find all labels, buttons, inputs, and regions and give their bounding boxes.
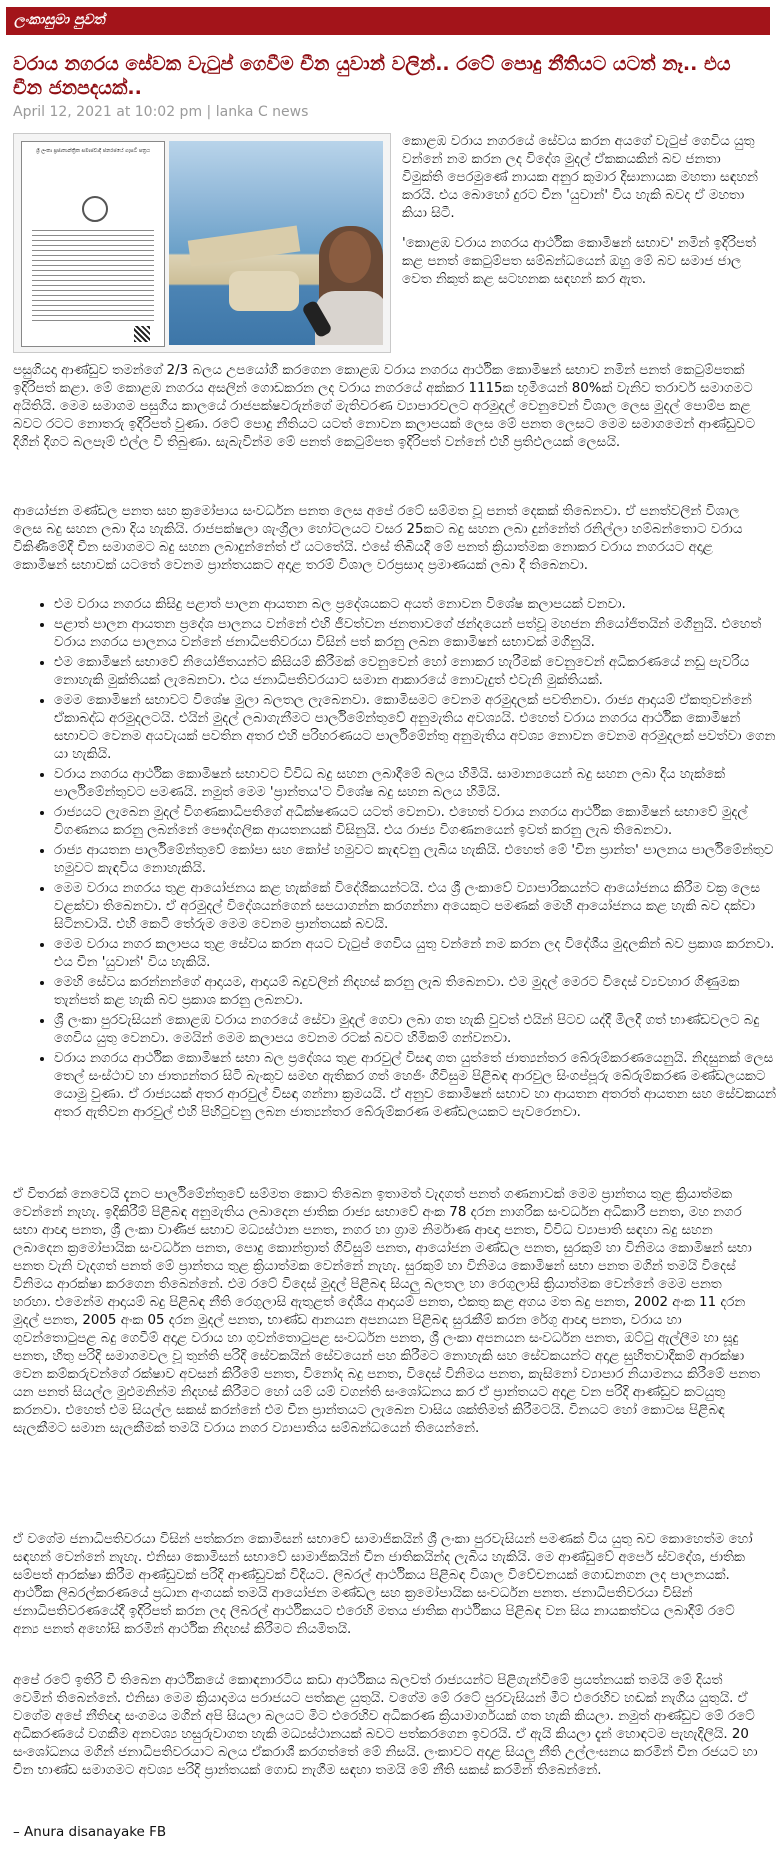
port-city-photo — [169, 141, 383, 345]
list-item: • රාජ්‍යයට ලැබෙන මුදල් විගණකාධිපතිගේ අධීක්ෂණයට යටත් වෙනවා. එහෙත් වරාය නගරය ආර්ථික කොමිෂන් සභාවේ මුදල් විගණනය කරනු ලබන්නේ පෞද්ගලික ආයතනයක් විසිනුයි. එය රාජ්‍ය විගණනයෙන් ඉවත් කරනු ලැබ තිබෙනවා. — [54, 804, 776, 840]
body-paragraph — [13, 1531, 763, 1639]
intro-column — [402, 133, 764, 301]
article-title: වරාය නගරය සේවක වැටුප් ගෙවීම චීන යුවාන් වලින්.. රටේ පොදු නීතියට යටත් නෑ.. එය චීන ජනපදයක්.. — [13, 53, 731, 99]
list-item: • වරාය නගරය ආර්ථික කොමිෂන් සභාවට විවිධ බදු සහන ලබාදීමේ බලය හිමියි. සාමාන්‍යයෙන් බදු සහන ලබා දිය හැක්කේ පාර්ලිමේන්තුවට පමණයි. නමුත් මෙම 'ප්‍රාන්තය'ට විශේෂ බදු සහන බලය හිමියි. — [54, 766, 776, 802]
article-signature: – Anura disanayake FB — [13, 1824, 167, 1840]
list-item: • ශ්‍රී ලංකා පුරවැසියන් කොළඹ වරාය නගරයේ සේවා මුදල් ගෙවා ලබා ගත හැකි වුවත් එයින් පිටව යද්දී මිලදී ගත් භාණ්ඩවලට බදු ගෙවිය යුතු වෙනවා. මෙයින් මෙම කලාපය වෙනම රටක් බවට හිමිකම් ගන්වනවා. — [54, 1012, 776, 1048]
body-paragraph — [13, 362, 763, 452]
gazette-document-image — [21, 141, 165, 347]
list-item: • පළාත් පාලන ආයතන ප්‍රදේශ පාලනය වන්නේ එහි ජීවත්වන ජනතාවගේ ඡන්දයෙන් පත්වූ මහජන නියෝජිතයින් මගිනුයි. එහෙත් වරාය නගරය පාලනය වන්නේ ජනාධිපතිවරයා විසින් පත් කරනු ලබන කොමිෂන් සභාවක් මගිනුයි. — [54, 616, 776, 652]
list-item: • එම කොමිෂන් සභාවේ නියෝජිතයන්ට කිසියම් කිරීමක් වෙනුවෙන් හෝ නොකර හැරීමක් වෙනුවෙන් අධිකරණයේ නඩු පැවරිය නොහැකි මුක්තියක් ලැබෙනවා. එය ජනාධිපතිවරයාට සමාන ආකාරයේ නොවැදුත් එවැනි මුක්තියක්. — [54, 654, 776, 690]
document-text-lines — [32, 226, 154, 322]
body-paragraph — [13, 1672, 763, 1780]
list-item: • මෙම කොමිෂන් සභාවට විශේෂ මුලා බලතල ලැබෙනවා. කොමිසමට වෙනම අරමුදලක් පවතිනවා. රාජ්‍ය ආදායම් ඒකතුවන්නේ ඒකාබද්ධ අරමුදලටයි. එයින් මුදල් ලබාගැනීමට පාර්ලිමේන්තුවේ අනුමැතිය අවශ්‍යයි. එහෙත් වරාය නගරය ආර්ථික කොමිෂන් සභාවට වෙනම අයවැයක් පවතින අතර එහි පරිහරණයට පාර්ලිමේන්තු අනුමැතිය අවශ්‍ය නොවන වෙනම අරමුදලක් පවත්වා ගෙන යා හැකියි. — [54, 692, 776, 764]
gazette-header: ශ්‍රී ලංකා ප්‍රජාතාන්ත්‍රික සමාජවාදී ජනරජයේ ගැසට් පත්‍රය — [36, 148, 150, 154]
body-paragraph — [13, 503, 763, 575]
paragraph-text: ආයෝජන මණ්ඩල පනත සහ ක්‍රමෝපාය සංවර්ධන පනත ලෙස අපේ රටේ සම්මත වූ පනත් දෙකක් තිබෙනවා. ඒ පනත්වලින් විශාල ලෙස බදු සහන ලබා දිය හැකියි. රාජපක්ෂලා ශැංග්‍රිලා හෝටලයට වසර 25කට බදු සහන ලබා දුන්නේත් රනිල්ලා හම්බන්තොට වරාය විකිණීමේදී චීන සමාගමට බදු සහන ලබාදුන්නේත් ඒ යටතේයි. එසේ තිබියදී මේ පනත් ක්‍රියාත්මක නොකර වරාය නගරයට අදාළ කොමිෂන් සභාවක් යටතේ වෙනම ප්‍රාන්තයකට අදාළ තරම් විශාල වරප්‍රසාද ප්‍රමාණයක් ලබා දී තිබෙනවා. — [13, 504, 743, 573]
qr-code-icon — [134, 326, 150, 342]
article-meta — [13, 104, 308, 120]
list-item: • මෙම වරාය නගරය තුළ ආයෝජනය කළ හැක්කේ විදේශිකයන්ටයි. එය ශ්‍රී ලංකාවේ ව්‍යාපාරිකයන්ට ආයෝජනය කිරීම වක්‍ර ලෙස වළක්වා තිබෙනවා. ඒ අරමුදල් විදේශයන්ගෙන් සපයාගන්න කරගන්නා අයෙකුට පමණක් මෙහි ආයෝජනය කළ හැකි බව දක්වා සිටිනවායි. එහි කෙටි තේරුම මෙම වෙනම ප්‍රාන්තයක් බවයි. — [54, 880, 776, 934]
list-item: • රාජ්‍ය ආයතන පාර්ලිමේන්තුවේ කෝපා සහ කෝප් හමුවට කැඳවනු ලැබිය හැකියි. එහෙත් මේ 'චීන ප්‍රාන්ත' පාලනය පාර්ලිමේන්තුව හමුවට කැඳවිය නොහැකියි. — [54, 842, 776, 878]
article-date: April 12, 2021 at 10:02 pm — [13, 104, 203, 120]
emblem-icon — [82, 196, 108, 222]
site-masthead[interactable] — [6, 7, 770, 35]
intro-paragraph: කොළඹ වරාය නගරයේ සේවය කරන අයගේ වැටුප් ගෙවිය යුතු වන්නේ නම කරන ලද විදේශ මුදල් ඒකකයකින් බව ජනතා විමුක්ති පෙරමුණේ නායක අනුර කුමාර දිසානායක මහතා සඳහන් කරයි. එය බොහෝ දුරට චීන 'යුවාන්' විය හැකි බවද ඒ මහතා කියා සිටී. — [402, 134, 758, 221]
reclaimed-land-shape — [229, 271, 299, 311]
body-paragraph — [13, 1186, 763, 1438]
list-item: • වරාය නගරය ආර්ථික කොමිෂන් සභා බල ප්‍රදේශය තුළ ආරවුල් විසඳා ගත යුත්තේ ජාත්‍යන්තර බේරුම්කරණයෙනුයි. නිදසුනක් ලෙස තෙල් සංස්ථාව හා ජාත්‍යන්තර සිටි බැංකුව සමඟ ඇතිකර ගත් හෙජිං ගිවිසුම පිළිබඳ ආරවුල සිංගප්පූරු බේරුම්කරණ මණ්ඩලයකට යොමු වුණා. ඒ රාජ්‍යයක් අතර ආරවුල් විසඳා ගන්නා ක්‍රමයයි. ඒ අනුව කොමිෂන් සභාව හා ආයතන අතරත් ආයතන සහ සේවකයන් අතර ඇතිවන ආරවුල් එහි පිහිටුවනු ලබන ජාත්‍යන්තර බේරුම්කරණ මණ්ඩලයකට පැවරෙනවා. — [54, 1050, 776, 1122]
paragraph-text: ඒ වගේම ජනාධිපතිවරයා විසින් පත්කරන කොමිසන් සභාවේ සාමාජිකයින් ශ්‍රී ලංකා පුරවැසියන් පමණක් විය යුතු බව කොහෙත්ම හෝ සඳහන් වෙන්නේ නැහැ. එනිසා කොමිසන් සභාවේ සාමාජිකයින් චීන ජාතිකයින්ද ලැබිය හැකියි. මෙ ආණ්ඩුවේ අපෙර් ස්වදේශ, ජාතික සම්පත් ආරක්ෂා කිරීම ආණ්ඩුවක් පරිදි ආණ්ඩුවක් විදියට. ලිබරල් ආර්ථිකය පිළිබඳ විශාල විවේචනයක් ගොඩනගන ලද පාලනයක්. ආර්ථික ලිබරල්කරණයේ ප්‍රධාන අංගයක් තමයි ආයෝජන මණ්ඩල සහ ක්‍රමෝපායික සංවර්ධන පනත. ජනාධිපතිවරයා විසින් ජනාධිපතිවරණයේදී ඉදිරිපත් කරන ලද ලිබරල් ආර්ථිකයට එරෙහි මතය ජාතික ආර්ථිකය පිළිබඳ වන සිය නායකත්වය ලබාදීම් රටේ අන්‍ය පනත් අහෝසි කරමින් ආර්ථික නිදහස් කිරීමට නියමිතයි. — [13, 1532, 753, 1637]
speaker-face — [329, 231, 371, 283]
article-author[interactable]: lanka C news — [215, 104, 309, 120]
paragraph-text: අපේ රටේ ඉතිරි වී තිබෙන ආර්ථිකයේ කොඳනාරටිය කඩා ආර්ථිකය බලවත් රාජ්‍යයන්ට පිළිගැන්වීමේ ප්‍රයත්නයක් තමයි මේ දියත් වෙමින් තිබෙන්නේ. එනිසා මෙම ක්‍රියාදාමය පරාජයට පත්කළ යුතුයි. වගේම මේ රටේ පුරවැසියන් මීට එරෙහිව හඬක් නැගිය යුතුයි. ඒ වගේම අපේ නීතිඥ සංගමය මගින් අපි සියලා බලයට මිට එරෙහිව අධිකරණ ක්‍රියාමාර්ගයක් ගත හැකි කියලා. නමුත් ආණ්ඩුව මේ රටේ අධිකරණයේ වගකීම අනවශ්‍ය හසුරුවාගත හැකි මධ්‍යස්ථානයක් බවට පත්කරගෙන ඉවරයි. ඒ ඇයි කියලා දැන් හොඳටම පැහැදිලියි. 20 සංශෝධනය මගින් ජනාධිපතිවරයාට බලය ඒකරාශී කරගත්තේ මේ නිසයි. ලංකාවට අදාළ සියලු නීති උල්ලංඝනය කරමින් චීන රජයට හා චීන භාණ්ඩ සමාගමට අවශ්‍ය පරිදි ප්‍රාන්තයක් ගොඩ නැගීම සඳහා තමයි මේ නීති සකස් කරමින් තිබෙන්නේ. — [13, 1673, 758, 1778]
article-image[interactable] — [13, 133, 391, 353]
meta-separator: | — [206, 104, 212, 120]
list-item: • මෙම වරාය නගර කලාපය තුළ සේවය කරන අයට වැටුප් ගෙවිය යුතු වන්නේ නම කරන ලද විදේශීය මුදලකින් බව ප්‍රකාශ කරනවා. එය චීන 'යුවාන්' විය හැකියි. — [54, 936, 776, 972]
list-item: • එම වරාය නගරය කිසිදු පළාත් පාලන ආයතන බල ප්‍රදේශයකට අයත් නොවන විශේෂ කලාපයක් වනවා. — [54, 596, 776, 614]
list-item: • මෙහි සේවය කරන්නන්ගේ ආදායම, ආදායම් බදුවලින් නිදහස් කරනු ලැබ තිබෙනවා. එම මුදල් මෙරට විදෙස් ව්‍යවහාර ගිණුමක තැන්පත් කළ හැකි බව ප්‍රකාශ කරනු ලබනවා. — [54, 974, 776, 1010]
paragraph-text: පසුගියදා ආණ්ඩුව තමන්ගේ 2/3 බලය උපයෝගී කරගෙන කොළඹ වරාය නගරය ආර්ථික කොමිෂන් සභාව නමින් පනත් කෙටුම්පතක් ඉදිරිපත් කළා. මේ කොළඹ නගරය අසලින් ගොඩකරන ලද වරාය නගරයේ අක්කර 1115ක භූමියෙන් 80%ක් වැනිව තරාවර් සමාගමට අයිතියි. මෙම සමාගම පසුගිය කාලයේ රාජපක්ෂවරුන්ගේ මැතිවරණ ව්‍යාපාරවලට අරමුදල් වෙනුවෙන් විශාල ලෙස මුදල් පොම්ප කළ බවට රටට නොතරු ඉදිරිපත් වුණා. රටේ පොදු නීතියට යටත් නොවන කලාපයක් ලෙස මේ පනත ලෙසට මෙම සමාගමෙන් ආණ්ඩුවට දිගින් දිගට බලපෑම් එල්ල වී තිබුණා. සැබැවින්ම මේ පනත් කෙටුම්පත ඉදිරිපත් වන්නේ එහි ප්‍රතිඵලයක් ලෙසයි. — [13, 363, 756, 450]
site-name[interactable]: ලංකාසුමා පුවත් — [14, 12, 105, 28]
privileges-list — [32, 596, 776, 1124]
intro-paragraph: 'කොළඹ වරාය නගරය ආර්ථික කොමිෂන් සභාව' නමින් ඉදිරිපත් කළ පනත් කෙටුම්පත සම්බන්ධයෙන් ඔහු මේ බව සමාජ ජාල වෙත නිකුත් කළ සටහනක සඳහන් කර ඇත. — [402, 236, 756, 287]
paragraph-text: ඒ විතරක් නෙවෙයි දැනට පාර්ලිමේන්තුවේ සම්මත කොට තිබෙන ඉතාමත් වැදගත් පනත් ගණනාවක් මෙම ප්‍රාන්තය තුළ ක්‍රියාත්මක වෙන්නේ නැහැ. ඉදිකිරීම් පිළිබඳ අනුමැතිය ලබාදෙන ජාතික රාජ්‍ය සභාවේ අංක 78 දරන නාගරික සංවර්ධන අධිකාරී පනත, මහ නගර සභා ආඥා පනත, ශ්‍රී ලංකා වාණිජ සභාව මධ්‍යස්ථාන පනත, නගර හා ග්‍රාම නිර්මාණ ආඥා පනත, විවිධ ව්‍යාපාති සඳහා බදු සහන ලබාදෙන ක්‍රමෝපායික සංවර්ධන පනත, පොදු කොන්ත්‍රාත් ගිවිසුම් පනත, ආයෝජන මණ්ඩල පනත, සුරකුම් හා විනිමය කොමිෂන් සභා පනත වැනි වැදගත් පනත් මේ ප්‍රාන්තය තුළ ක්‍රියාත්මක වෙන්නේ නැහැ. සුරකුම් හා විනිමය කොමිෂන් සභා පනත මගින් තමයි විදෙස් විනිමය ආරක්ෂා කරගෙන තිබෙන්නේ. එම රටේ විදෙස් මුදල් පිළිබඳ සියලු බලතල හා රෙගුලාසි ක්‍රියාත්මක වෙන්නේ මෙම පනත හරහා. එමෙන්ම ආදායම් බදු පිළිබඳ නීති රෙගුලාසි ඇතුළත් දේශීය ආදායම් පනත, එකතු කළ අගය මත බදු පනත, 2002 අංක 11 දරන මුදල් පනත, 2005 අංක 05 දරන මුදල් පනත, භාණ්ඩ ආනයන අපනයන පිළිබඳ සුරැකීම් කරන රේගු ආඥා පනත, වරාය හා ගුවන්තොටුපළ බදු ගෙවීම් අදාළ වරාය හා ගුවන්තොටුපළ සංවර්ධන පනත, ශ්‍රී ලංකා අපනයන සංවර්ධන පනත, ඔට්ටු ඇල්ලීම හා සූදු පනත, හිතු පරිදි සමාගමවල වූ තුන්ති පරිදි සේවකයින් සේවයෙන් පහ කිරීමට නොහැකි සහ සේවකයන්ට අදාළ සුහිතවාදීකම් ආරක්ෂා වෙන කම්කරුවන්ගේ රක්ෂාව අවසන් කිරීමේ පනත, විනෝද බදු පනත, විදෙස් විනිමය පනත, කැසිනෝ ව්‍යාපාර නියාමනය කිරීමේ පනත යන පනත් සියල්ල මුළුමනින්ම නිදහස් කිරීමට හෝ යම් යම් වගන්ති සංශෝධනය කර ඒ ප්‍රාන්තයට අදාළ වන පරිදි ආණ්ඩුව කටයුතු කරනවා. එහෙත් එම සියල්ල සකස් කරන්නේ එම චීන ප්‍රාන්තයට ලැබෙන වාසිය ශක්තිමත් කිරීමටයි. විනයට හෝ කොටස පිළිබඳ සැලකීමට සමාන සැලකීමක් තමයි වරාය නගර ව්‍යාපාතිය සම්බන්ධයෙන් තියෙන්නේ. — [13, 1187, 760, 1436]
reclaimed-land-shape — [188, 225, 301, 266]
